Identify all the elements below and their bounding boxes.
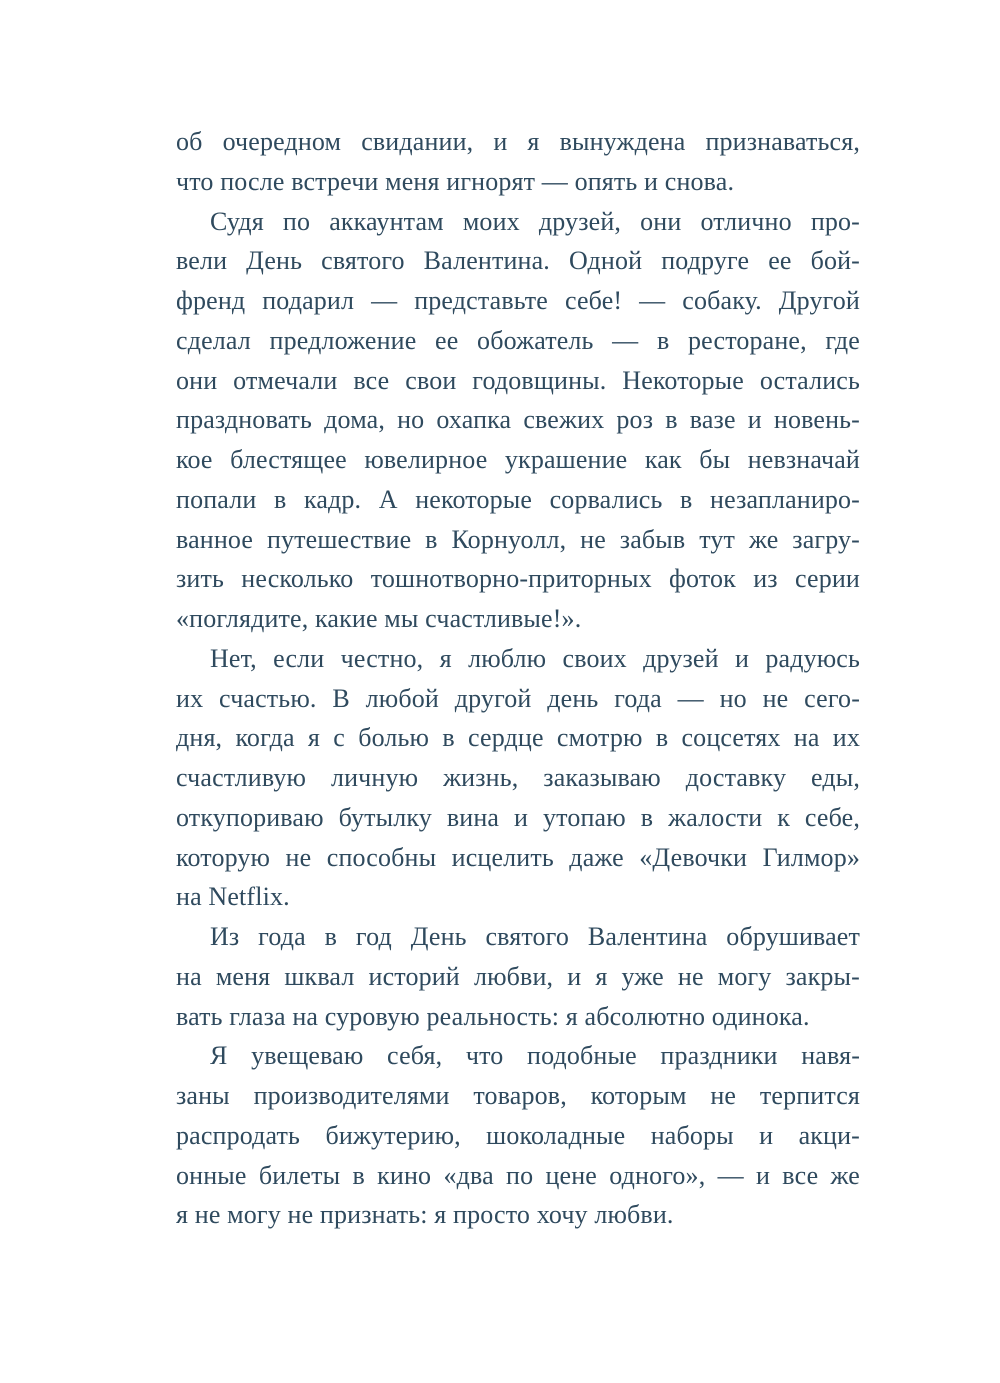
text-line: ванное путешествие в Корнуолл, не забыв тут же загру- [176,524,860,554]
paragraph [176,917,860,1036]
body-text [176,122,860,1235]
text-line: распродать бижутерию, шоколадные наборы и акци- [176,1120,860,1150]
text-line: их счастью. В любой другой день года — но не сего- [176,683,860,713]
text-line: Нет, если честно, я люблю своих друзей и радуюсь [210,643,860,673]
paragraph [176,202,860,639]
text-line: онные билеты в кино «два по цене одного», — и все же [176,1160,860,1190]
text-line: которую не способны исцелить даже «Девочки Гилмор» [176,842,860,872]
text-line: заны производителями товаров, которым не терпится [176,1081,860,1110]
paragraph [176,1036,860,1235]
text-line: вели День святого Валентина. Одной подруге ее бой- [176,246,860,276]
text-line: зить несколько тошнотворно-приторных фоток из серии [176,564,860,594]
text-line: вать глаза на суровую реальность: я абсолютно одинока. [176,1001,810,1031]
text-line: они отмечали все свои годовщины. Некоторые остались [176,365,860,395]
text-line: Судя по аккаунтам моих друзей, они отлично про- [210,206,860,236]
text-line: на меня шквал историй любви, и я уже не могу закры- [176,961,860,991]
paragraph [176,122,860,202]
text-line: на Netflix. [176,882,290,912]
text-line: что после встречи меня игнорят — опять и снова. [176,166,735,196]
text-line: я не могу не признать: я просто хочу любви. [176,1200,674,1230]
text-line: попали в кадр. А некоторые сорвались в незапланиро- [176,484,860,514]
text-line: Я увещеваю себя, что подобные праздники навя- [210,1041,860,1071]
text-line: Из года в год День святого Валентина обрушивает [210,922,860,951]
paragraph [176,639,860,917]
text-line: френд подарил — представьте себе! — собаку. Другой [176,286,860,315]
text-line: сделал предложение ее обожатель — в ресторане, где [176,325,860,355]
text-line: откупориваю бутылку вина и утопаю в жалости к себе, [176,802,860,832]
text-line: об очередном свидании, и я вынуждена признаваться, [176,127,860,156]
text-line: кое блестящее ювелирное украшение как бы невзначай [176,445,860,474]
text-line: дня, когда я с болью в сердце смотрю в соцсетях на их [176,723,860,753]
text-line: счастливую личную жизнь, заказываю доставку еды, [176,763,860,792]
text-line: праздновать дома, но охапка свежих роз в вазе и новень- [176,405,860,435]
text-line: «поглядите, какие мы счастливые!». [176,604,582,633]
